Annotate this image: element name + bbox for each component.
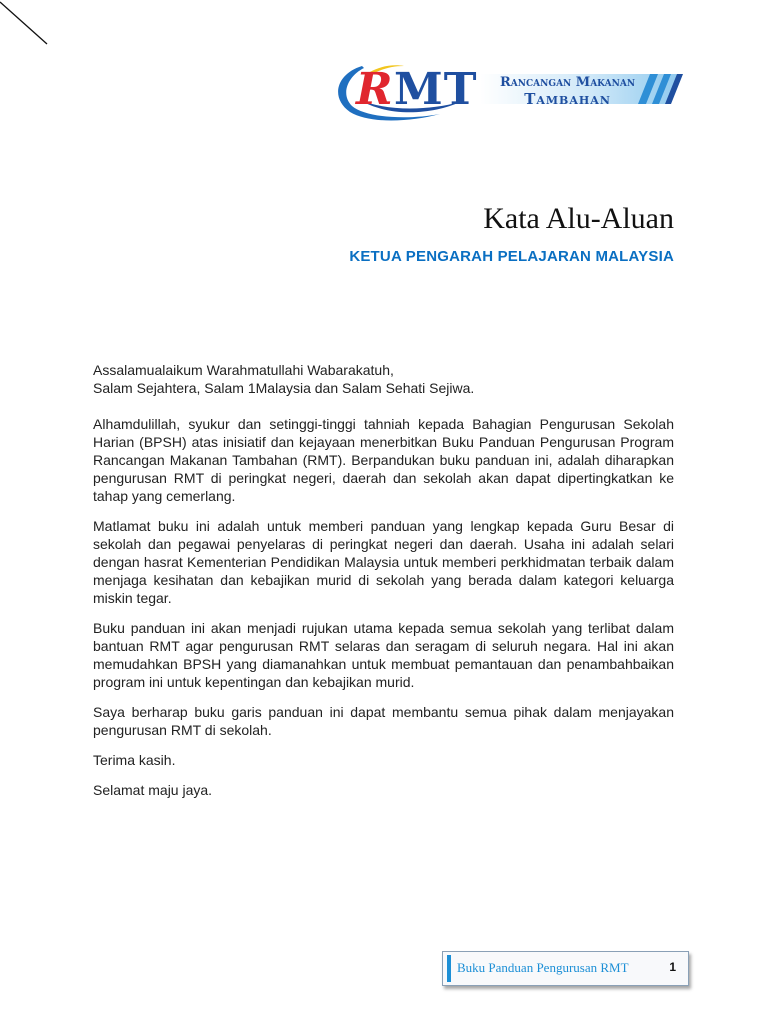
- logo-caption-line2: Tambahan: [524, 90, 611, 108]
- footer-accent-bar: [447, 955, 451, 982]
- logo-letter-r: R: [356, 64, 394, 115]
- letter-body: [93, 361, 674, 811]
- paragraph-2: Matlamat buku ini adalah untuk memberi panduan yang lengkap kepada Guru Besar di sekolah dan pegawai penyelaras di peringkat negeri dan daerah. Usaha ini adalah selari dengan hasrat Kementerian Pendidikan Malaysia untuk memberi perkhidmatan terbaik dalam menjaga kesihatan dan kebajikan murid di sekolah yang berada dalam kategori keluarga miskin tegar.: [93, 518, 674, 606]
- rmt-logo: [330, 60, 692, 130]
- paragraph-1: Alhamdulillah, syukur dan setinggi-tinggi tahniah kepada Bahagian Pengurusan Sekolah Harian (BPSH) atas inisiatif dan kejayaan menerbitkan Buku Panduan Pengurusan Program Rancangan Makanan Tambahan (RMT). Berpandukan buku panduan ini, adalah diharapkan pengurusan RMT di peringkat negeri, daerah dan sekolah akan dapat dipertingkatkan ke tahap yang cemerlang.: [93, 416, 674, 504]
- page-footer: [442, 951, 689, 986]
- logo-caption-line1: Rancangan Makanan: [500, 75, 636, 90]
- greeting-line-1: Assalamualaikum Warahmatullahi Wabarakatuh,: [93, 362, 394, 378]
- greeting: [93, 361, 674, 397]
- corner-crop-line: [0, 0, 60, 60]
- paragraph-4: Saya berharap buku garis panduan ini dapat membantu semua pihak dalam menjayakan pengurusan RMT di sekolah.: [93, 704, 674, 738]
- page-title: Kata Alu-Aluan: [483, 202, 674, 235]
- footer-label: Buku Panduan Pengurusan RMT: [457, 960, 629, 975]
- logo-letters-mt: MT: [394, 64, 478, 115]
- closing-thanks: Terima kasih.: [93, 752, 176, 768]
- page-subtitle: KETUA PENGARAH PELAJARAN MALAYSIA: [349, 248, 674, 265]
- paragraph-3: Buku panduan ini akan menjadi rujukan utama kepada semua sekolah yang terlibat dalam bantuan RMT agar pengurusan RMT selaras dan seragam di seluruh negara. Hal ini akan memudahkan BPSH yang diamanahkan untuk membuat pemantauan dan penambahbaikan program ini untuk kepentingan dan kebajikan murid.: [93, 620, 674, 690]
- greeting-line-2: Salam Sejahtera, Salam 1Malaysia dan Salam Sehati Sejiwa.: [93, 380, 475, 396]
- closing-farewell: Selamat maju jaya.: [93, 782, 213, 798]
- logo-caption: [500, 75, 635, 107]
- page-number: 1: [669, 960, 676, 974]
